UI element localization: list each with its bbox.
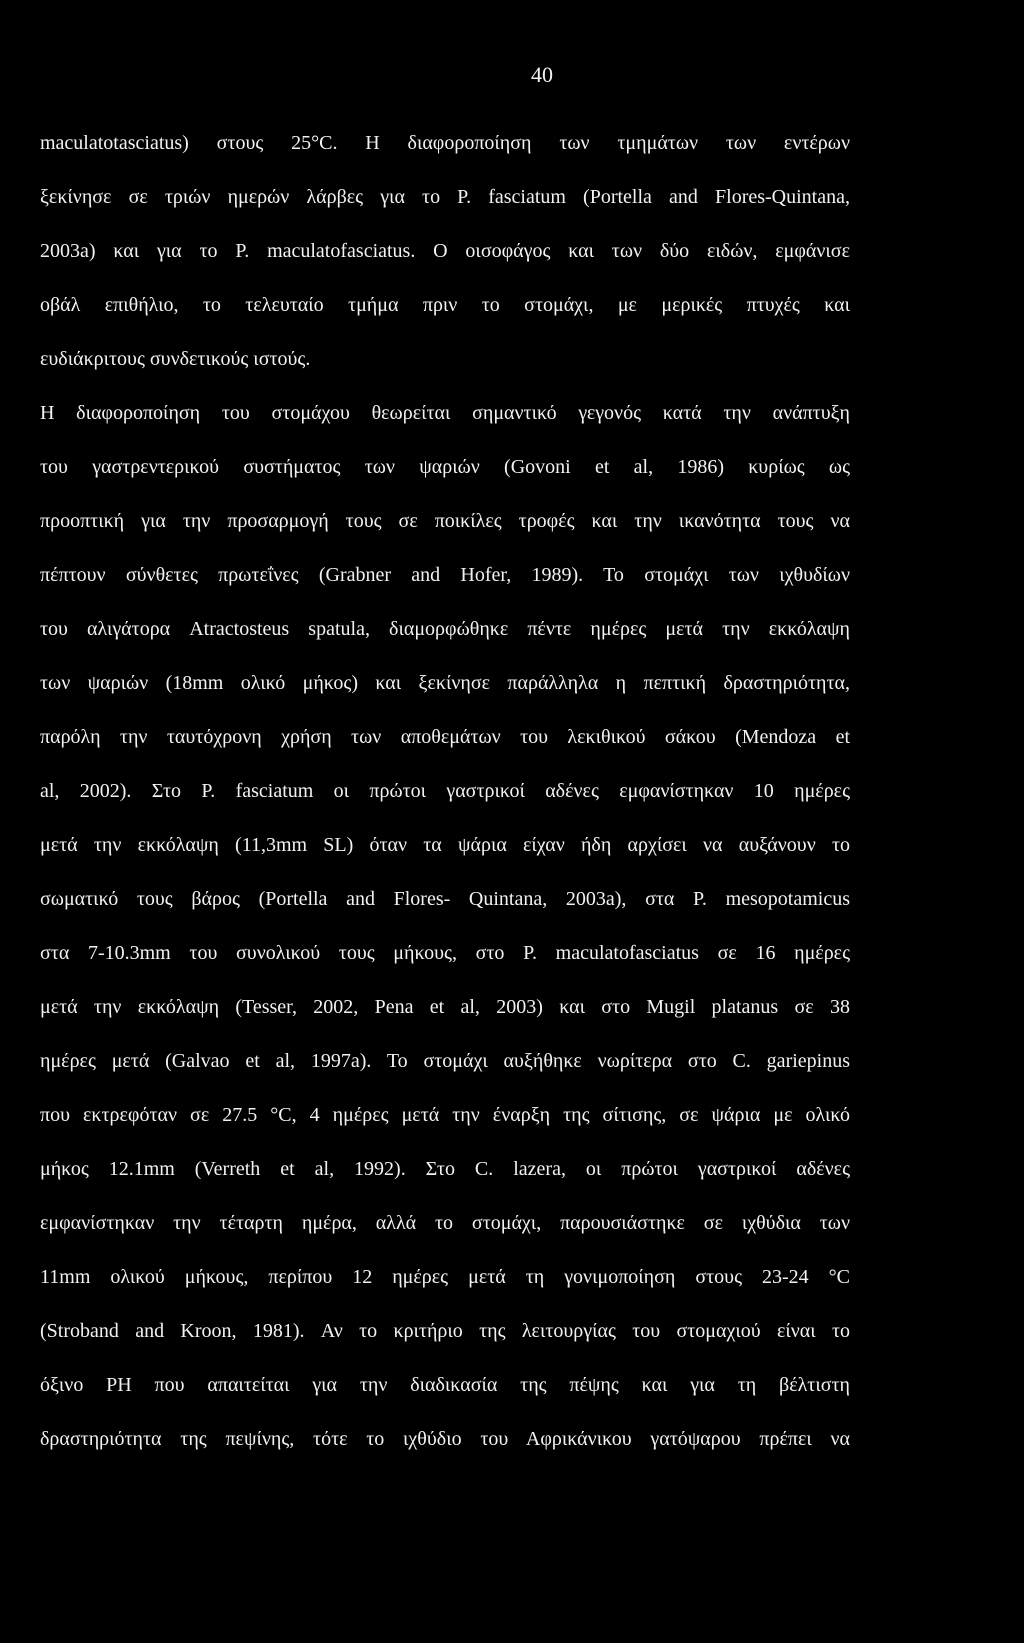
text-line: μετά την εκκόλαψη (11,3mm SL) όταν τα ψάρια είχαν ήδη αρχίσει να αυξάνουν το: [40, 834, 850, 856]
text-line: δραστηριότητα της πεψίνης, τότε το ιχθύδιο του Αφρικάνικου γατόψαρου πρέπει να: [40, 1428, 850, 1450]
text-line: προοπτική για την προσαρμογή τους σε ποικίλες τροφές και την ικανότητα τους να: [40, 510, 850, 532]
text-line: μήκος 12.1mm (Verreth et al, 1992). Στο C. lazera, οι πρώτοι γαστρικοί αδένες: [40, 1158, 850, 1180]
text-line: ξεκίνησε σε τριών ημερών λάρβες για το P. fasciatum (Portella and Flores-Quintana,: [40, 186, 850, 208]
text-line: 2003a) και για το P. maculatofasciatus. Ο οισοφάγος και των δύο ειδών, εμφάνισε: [40, 240, 850, 262]
text-line: εμφανίστηκαν την τέταρτη ημέρα, αλλά το στομάχι, παρουσιάστηκε σε ιχθύδια των: [40, 1212, 850, 1234]
text-line: ημέρες μετά (Galvao et al, 1997a). Το στομάχι αυξήθηκε νωρίτερα στο C. gariepinus: [40, 1050, 850, 1072]
text-line: (Stroband and Kroon, 1981). Αν το κριτήριο της λειτουργίας του στομαχιού είναι το: [40, 1320, 850, 1342]
text-line: ευδιάκριτους συνδετικούς ιστούς.: [40, 348, 311, 370]
text-line: του γαστρεντερικού συστήματος των ψαριών (Govoni et al, 1986) κυρίως ως: [40, 456, 850, 478]
text-line: Η διαφοροποίηση του στομάχου θεωρείται σημαντικό γεγονός κατά την ανάπτυξη: [40, 402, 850, 424]
text-line: των ψαριών (18mm ολικό μήκος) και ξεκίνησε παράλληλα η πεπτική δραστηριότητα,: [40, 672, 850, 694]
text-line: στα 7-10.3mm του συνολικού τους μήκους, στο P. maculatofasciatus σε 16 ημέρες: [40, 942, 850, 964]
text-line: maculatotasciatus) στους 25°C. Η διαφοροποίηση των τμημάτων των εντέρων: [40, 132, 850, 154]
text-line: παρόλη την ταυτόχρονη χρήση των αποθεμάτων του λεκιθικού σάκου (Mendoza et: [40, 726, 850, 748]
text-line: μετά την εκκόλαψη (Tesser, 2002, Pena et al, 2003) και στο Mugil platanus σε 38: [40, 996, 850, 1018]
text-line: al, 2002). Στο P. fasciatum οι πρώτοι γαστρικοί αδένες εμφανίστηκαν 10 ημέρες: [40, 780, 850, 802]
text-line: 11mm ολικού μήκους, περίπου 12 ημέρες μετά τη γονιμοποίηση στους 23-24 °C: [40, 1266, 850, 1288]
text-line: όξινο PH που απαιτείται για την διαδικασία της πέψης και για τη βέλτιστη: [40, 1374, 850, 1396]
page-number: 40: [531, 62, 553, 87]
text-line: που εκτρεφόταν σε 27.5 °C, 4 ημέρες μετά την έναρξη της σίτισης, σε ψάρια με ολικό: [40, 1104, 850, 1126]
text-line: σωματικό τους βάρος (Portella and Flores- Quintana, 2003a), στα P. mesopotamicus: [40, 888, 850, 910]
text-line: οβάλ επιθήλιο, το τελευταίο τμήμα πριν το στομάχι, με μερικές πτυχές και: [40, 294, 850, 316]
text-line: πέπτουν σύνθετες πρωτεΐνες (Grabner and Hofer, 1989). Το στομάχι των ιχθυδίων: [40, 564, 850, 586]
text-line: του αλιγάτορα Atractosteus spatula, διαμορφώθηκε πέντε ημέρες μετά την εκκόλαψη: [40, 618, 850, 640]
